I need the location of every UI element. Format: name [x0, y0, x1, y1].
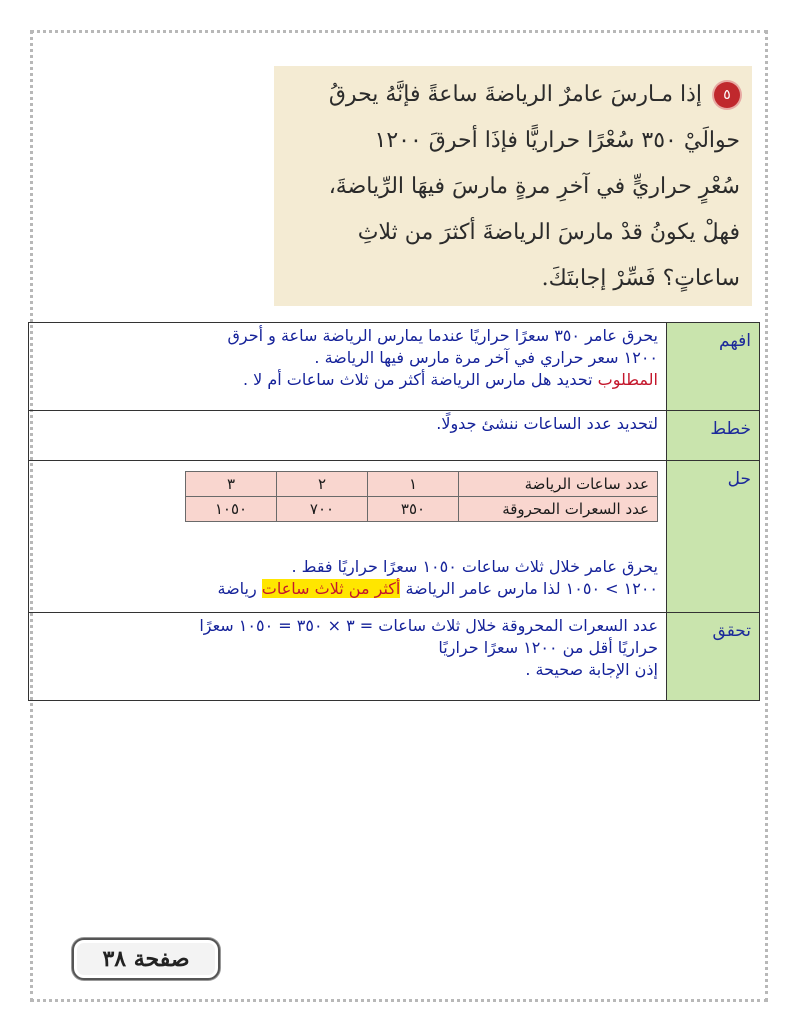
understand-line: ١٢٠٠ سعر حراري في آخر مرة مارس فيها الرياضة .: [314, 348, 658, 367]
solve-conclusion-start: ١٢٠٠ > ١٠٥٠ لذا مارس عامر الرياضة: [400, 579, 658, 598]
calories-cell: ٣٥٠: [368, 497, 459, 522]
page-number-badge: صفحة ٣٨: [72, 938, 220, 980]
step-understand-row: [29, 323, 760, 411]
problem-line: [290, 72, 740, 118]
hours-row-header: عدد ساعات الرياضة: [459, 472, 658, 497]
problem-line-text: إذا مـارسَ عامرٌ الرياضةَ ساعةً فإنَّهُ يحرقُ: [328, 82, 702, 107]
solution-steps-table: [28, 322, 760, 701]
check-line: حراريًا أقل من ١٢٠٠ سعرًا حراريًا: [438, 638, 658, 657]
step-plan-row: [29, 411, 760, 461]
problem-line: فهلْ يكونُ قدْ مارسَ الرياضةَ أكثرَ من ثلاثِ: [357, 220, 740, 245]
step-solve-label: حل: [667, 461, 760, 613]
problem-box: [274, 66, 752, 306]
calories-row-header: عدد السعرات المحروقة: [459, 497, 658, 522]
highlighted-answer: أكثر من ثلاث ساعات: [261, 579, 401, 598]
understand-line: يحرق عامر ٣٥٠ سعرًا حراريًا عندما يمارس الرياضة ساعة و أحرق: [227, 326, 658, 345]
required-text: تحديد هل مارس الرياضة أكثر من ثلاث ساعات أم لا .: [242, 370, 598, 389]
step-solve-row: [29, 461, 760, 613]
problem-line: حوالَيْ ٣٥٠ سُعْرًا حراريًّا فإذَا أحرقَ ١٢٠٠: [374, 128, 740, 153]
solve-conclusion-end: رياضة: [217, 579, 262, 598]
step-check-content: [29, 613, 667, 701]
step-understand-content: [29, 323, 667, 411]
hours-cell: ١: [368, 472, 459, 497]
problem-number-badge: ٥: [714, 82, 740, 108]
calories-cell: ٧٠٠: [277, 497, 368, 522]
hours-calories-table: [185, 471, 658, 522]
step-understand-label: افهم: [667, 323, 760, 411]
step-check-row: [29, 613, 760, 701]
solve-line: يحرق عامر خلال ثلاث ساعات ١٠٥٠ سعرًا حراريًا فقط .: [291, 557, 658, 576]
step-plan-label: خطط: [667, 411, 760, 461]
calories-row: [186, 497, 658, 522]
plan-line: لتحديد عدد الساعات ننشئ جدولًا.: [436, 414, 658, 433]
problem-line: سُعْرٍ حراريٍّ في آخرِ مرةٍ مارسَ فيهَا الرِّياضةَ،: [328, 174, 740, 199]
hours-cell: ٢: [277, 472, 368, 497]
understand-required: [35, 369, 658, 391]
hours-cell: ٣: [186, 472, 277, 497]
required-label: المطلوب: [597, 370, 658, 389]
check-line: إذن الإجابة صحيحة .: [525, 660, 658, 679]
calories-cell: ١٠٥٠: [186, 497, 277, 522]
hours-row: [186, 472, 658, 497]
step-check-label: تحقق: [667, 613, 760, 701]
solve-conclusion: [35, 578, 658, 600]
step-solve-content: [29, 461, 667, 613]
step-plan-content: [29, 411, 667, 461]
check-line: عدد السعرات المحروقة خلال ثلاث ساعات = ٣ × ٣٥٠ = ١٠٥٠ سعرًا: [199, 616, 658, 635]
problem-line: ساعاتٍ؟ فَسِّرْ إجابتَكَ.: [541, 266, 740, 291]
